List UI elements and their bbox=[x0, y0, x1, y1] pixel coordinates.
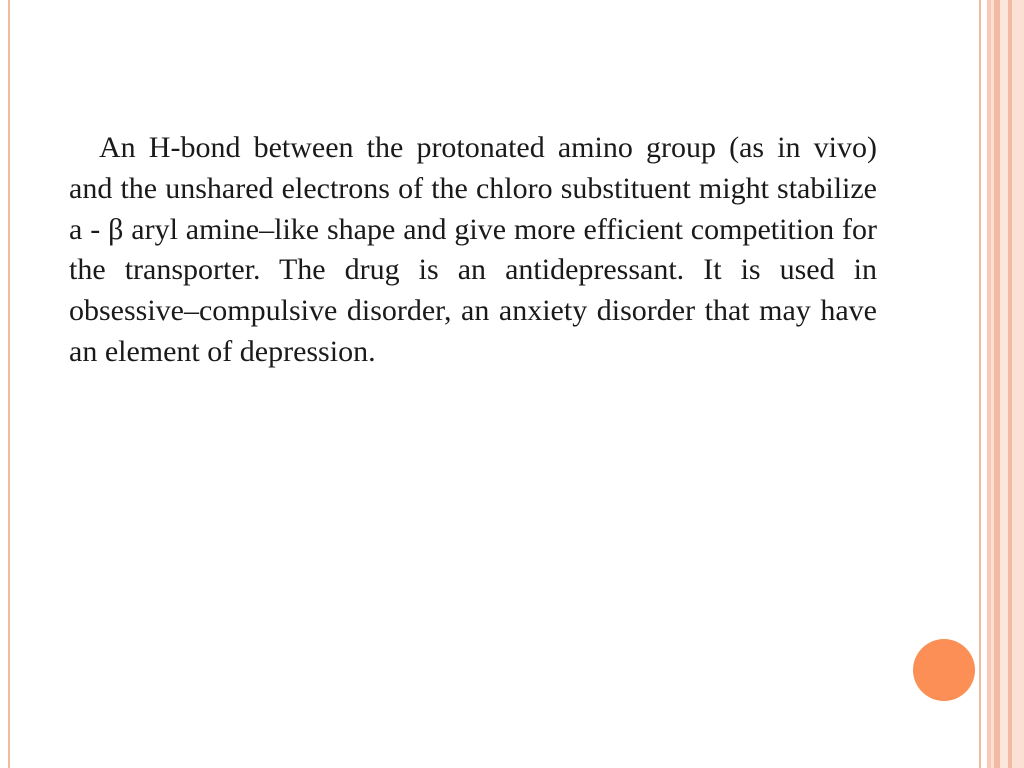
decorative-orange-circle bbox=[913, 639, 975, 701]
slide-body-paragraph: An H-bond between the protonated amino group (as in vivo) and the unshared electrons of the chloro substituent might stabilize a - β aryl amine–like shape and give more efficient competition for the transporter. The drug is an antidepressant. It is used in obsessive–compulsive disorder, an anxiety disorder that may have an element of depression. bbox=[69, 131, 877, 368]
right-decorative-stripe bbox=[979, 0, 981, 768]
left-border-line bbox=[8, 0, 10, 768]
right-decorative-stripe bbox=[1000, 0, 1008, 768]
right-decorative-stripe bbox=[1012, 0, 1024, 768]
